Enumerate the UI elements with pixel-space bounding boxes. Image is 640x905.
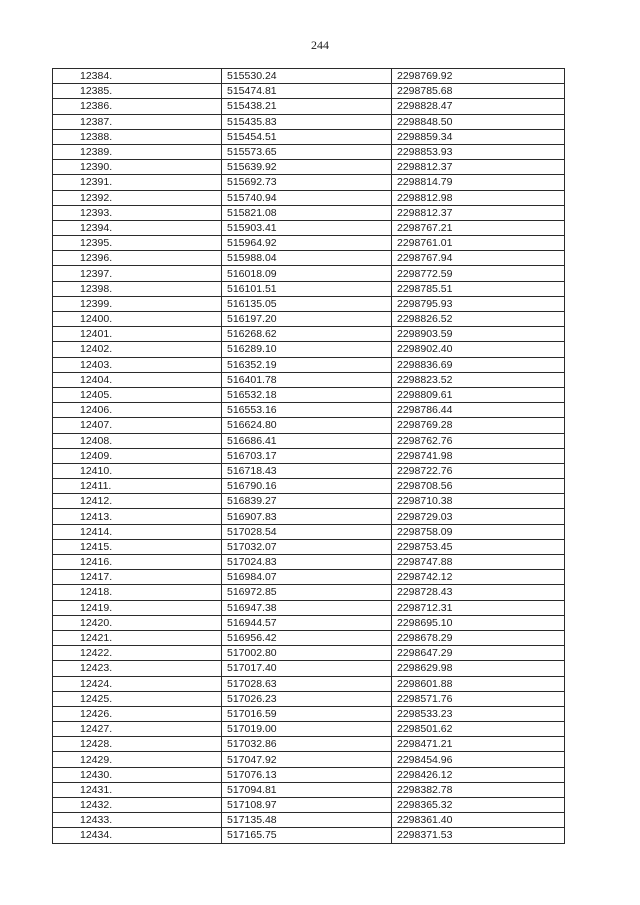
x-coordinate-cell: 516135.05 <box>222 296 392 311</box>
x-coordinate-cell: 516401.78 <box>222 372 392 387</box>
y-coordinate-cell: 2298812.37 <box>392 205 565 220</box>
y-coordinate-cell: 2298647.29 <box>392 646 565 661</box>
point-number-cell: 12417. <box>53 570 222 585</box>
y-coordinate-cell: 2298762.76 <box>392 433 565 448</box>
point-number-cell: 12422. <box>53 646 222 661</box>
x-coordinate-cell: 515692.73 <box>222 175 392 190</box>
table-row <box>53 539 565 554</box>
x-coordinate-cell: 516947.38 <box>222 600 392 615</box>
table-row <box>53 767 565 782</box>
table-row <box>53 69 565 84</box>
x-coordinate-cell: 516289.10 <box>222 342 392 357</box>
table-row <box>53 555 565 570</box>
x-coordinate-cell: 516686.41 <box>222 433 392 448</box>
x-coordinate-cell: 517094.81 <box>222 782 392 797</box>
point-number-cell: 12428. <box>53 737 222 752</box>
table-row <box>53 403 565 418</box>
x-coordinate-cell: 515740.94 <box>222 190 392 205</box>
point-number-cell: 12397. <box>53 266 222 281</box>
x-coordinate-cell: 517108.97 <box>222 798 392 813</box>
x-coordinate-cell: 516101.51 <box>222 281 392 296</box>
table-row <box>53 570 565 585</box>
point-number-cell: 12424. <box>53 676 222 691</box>
table-row <box>53 813 565 828</box>
y-coordinate-cell: 2298826.52 <box>392 312 565 327</box>
x-coordinate-cell: 516790.16 <box>222 479 392 494</box>
x-coordinate-cell: 517017.40 <box>222 661 392 676</box>
table-row <box>53 433 565 448</box>
point-number-cell: 12404. <box>53 372 222 387</box>
table-row <box>53 494 565 509</box>
x-coordinate-cell: 517047.92 <box>222 752 392 767</box>
point-number-cell: 12407. <box>53 418 222 433</box>
x-coordinate-cell: 515573.65 <box>222 144 392 159</box>
y-coordinate-cell: 2298769.92 <box>392 69 565 84</box>
y-coordinate-cell: 2298365.32 <box>392 798 565 813</box>
point-number-cell: 12385. <box>53 84 222 99</box>
point-number-cell: 12399. <box>53 296 222 311</box>
table-row <box>53 798 565 813</box>
table-row <box>53 190 565 205</box>
point-number-cell: 12387. <box>53 114 222 129</box>
x-coordinate-cell: 517135.48 <box>222 813 392 828</box>
y-coordinate-cell: 2298722.76 <box>392 463 565 478</box>
y-coordinate-cell: 2298772.59 <box>392 266 565 281</box>
table-row <box>53 357 565 372</box>
x-coordinate-cell: 517032.07 <box>222 539 392 554</box>
table-row <box>53 722 565 737</box>
x-coordinate-cell: 517002.80 <box>222 646 392 661</box>
point-number-cell: 12429. <box>53 752 222 767</box>
point-number-cell: 12412. <box>53 494 222 509</box>
point-number-cell: 12410. <box>53 463 222 478</box>
x-coordinate-cell: 516197.20 <box>222 312 392 327</box>
y-coordinate-cell: 2298814.79 <box>392 175 565 190</box>
x-coordinate-cell: 516984.07 <box>222 570 392 585</box>
table-row <box>53 418 565 433</box>
y-coordinate-cell: 2298747.88 <box>392 555 565 570</box>
point-number-cell: 12427. <box>53 722 222 737</box>
point-number-cell: 12396. <box>53 251 222 266</box>
table-row <box>53 114 565 129</box>
table-row <box>53 296 565 311</box>
table-row <box>53 509 565 524</box>
table-row <box>53 372 565 387</box>
point-number-cell: 12419. <box>53 600 222 615</box>
y-coordinate-cell: 2298728.43 <box>392 585 565 600</box>
point-number-cell: 12426. <box>53 706 222 721</box>
y-coordinate-cell: 2298678.29 <box>392 630 565 645</box>
table-row <box>53 706 565 721</box>
x-coordinate-cell: 515821.08 <box>222 205 392 220</box>
point-number-cell: 12414. <box>53 524 222 539</box>
y-coordinate-cell: 2298786.44 <box>392 403 565 418</box>
table-row <box>53 782 565 797</box>
x-coordinate-cell: 517024.83 <box>222 555 392 570</box>
y-coordinate-cell: 2298710.38 <box>392 494 565 509</box>
y-coordinate-cell: 2298426.12 <box>392 767 565 782</box>
table-row <box>53 220 565 235</box>
point-number-cell: 12400. <box>53 312 222 327</box>
x-coordinate-cell: 516907.83 <box>222 509 392 524</box>
y-coordinate-cell: 2298903.59 <box>392 327 565 342</box>
y-coordinate-cell: 2298742.12 <box>392 570 565 585</box>
y-coordinate-cell: 2298853.93 <box>392 144 565 159</box>
x-coordinate-cell: 516972.85 <box>222 585 392 600</box>
point-number-cell: 12408. <box>53 433 222 448</box>
x-coordinate-cell: 516839.27 <box>222 494 392 509</box>
y-coordinate-cell: 2298767.21 <box>392 220 565 235</box>
x-coordinate-cell: 515903.41 <box>222 220 392 235</box>
y-coordinate-cell: 2298836.69 <box>392 357 565 372</box>
point-number-cell: 12402. <box>53 342 222 357</box>
y-coordinate-cell: 2298812.98 <box>392 190 565 205</box>
table-row <box>53 661 565 676</box>
table-row <box>53 752 565 767</box>
table-row <box>53 828 565 843</box>
table-row <box>53 646 565 661</box>
x-coordinate-cell: 516352.19 <box>222 357 392 372</box>
y-coordinate-cell: 2298902.40 <box>392 342 565 357</box>
x-coordinate-cell: 516532.18 <box>222 387 392 402</box>
y-coordinate-cell: 2298758.09 <box>392 524 565 539</box>
point-number-cell: 12415. <box>53 539 222 554</box>
point-number-cell: 12432. <box>53 798 222 813</box>
table-row <box>53 691 565 706</box>
x-coordinate-cell: 517026.23 <box>222 691 392 706</box>
table-row <box>53 463 565 478</box>
y-coordinate-cell: 2298785.51 <box>392 281 565 296</box>
y-coordinate-cell: 2298753.45 <box>392 539 565 554</box>
point-number-cell: 12391. <box>53 175 222 190</box>
point-number-cell: 12405. <box>53 387 222 402</box>
point-number-cell: 12389. <box>53 144 222 159</box>
point-number-cell: 12386. <box>53 99 222 114</box>
x-coordinate-cell: 516018.09 <box>222 266 392 281</box>
y-coordinate-cell: 2298501.62 <box>392 722 565 737</box>
table-row <box>53 251 565 266</box>
y-coordinate-cell: 2298708.56 <box>392 479 565 494</box>
table-row <box>53 175 565 190</box>
table-row <box>53 737 565 752</box>
y-coordinate-cell: 2298785.68 <box>392 84 565 99</box>
point-number-cell: 12416. <box>53 555 222 570</box>
table-row <box>53 144 565 159</box>
point-number-cell: 12413. <box>53 509 222 524</box>
x-coordinate-cell: 515988.04 <box>222 251 392 266</box>
y-coordinate-cell: 2298761.01 <box>392 236 565 251</box>
y-coordinate-cell: 2298361.40 <box>392 813 565 828</box>
y-coordinate-cell: 2298371.53 <box>392 828 565 843</box>
x-coordinate-cell: 515474.81 <box>222 84 392 99</box>
y-coordinate-cell: 2298809.61 <box>392 387 565 402</box>
point-number-cell: 12390. <box>53 160 222 175</box>
table-row <box>53 236 565 251</box>
x-coordinate-cell: 515639.92 <box>222 160 392 175</box>
point-number-cell: 12388. <box>53 129 222 144</box>
x-coordinate-cell: 516703.17 <box>222 448 392 463</box>
y-coordinate-cell: 2298848.50 <box>392 114 565 129</box>
point-number-cell: 12431. <box>53 782 222 797</box>
point-number-cell: 12434. <box>53 828 222 843</box>
point-number-cell: 12394. <box>53 220 222 235</box>
table-row <box>53 600 565 615</box>
table-row <box>53 387 565 402</box>
y-coordinate-cell: 2298601.88 <box>392 676 565 691</box>
x-coordinate-cell: 515454.51 <box>222 129 392 144</box>
point-number-cell: 12395. <box>53 236 222 251</box>
x-coordinate-cell: 517028.63 <box>222 676 392 691</box>
point-number-cell: 12420. <box>53 615 222 630</box>
y-coordinate-cell: 2298741.98 <box>392 448 565 463</box>
page-number: 244 <box>311 38 329 52</box>
point-number-cell: 12393. <box>53 205 222 220</box>
x-coordinate-cell: 517076.13 <box>222 767 392 782</box>
y-coordinate-cell: 2298859.34 <box>392 129 565 144</box>
y-coordinate-cell: 2298533.23 <box>392 706 565 721</box>
x-coordinate-cell: 516553.16 <box>222 403 392 418</box>
point-number-cell: 12423. <box>53 661 222 676</box>
x-coordinate-cell: 515438.21 <box>222 99 392 114</box>
table-row <box>53 615 565 630</box>
y-coordinate-cell: 2298795.93 <box>392 296 565 311</box>
x-coordinate-cell: 517165.75 <box>222 828 392 843</box>
x-coordinate-cell: 517016.59 <box>222 706 392 721</box>
x-coordinate-cell: 517019.00 <box>222 722 392 737</box>
y-coordinate-cell: 2298812.37 <box>392 160 565 175</box>
table-row <box>53 312 565 327</box>
x-coordinate-cell: 515530.24 <box>222 69 392 84</box>
y-coordinate-cell: 2298471.21 <box>392 737 565 752</box>
y-coordinate-cell: 2298695.10 <box>392 615 565 630</box>
table-row <box>53 585 565 600</box>
table-row <box>53 281 565 296</box>
x-coordinate-cell: 515964.92 <box>222 236 392 251</box>
point-number-cell: 12406. <box>53 403 222 418</box>
table-row <box>53 448 565 463</box>
point-number-cell: 12411. <box>53 479 222 494</box>
point-number-cell: 12403. <box>53 357 222 372</box>
table-row <box>53 205 565 220</box>
y-coordinate-cell: 2298454.96 <box>392 752 565 767</box>
point-number-cell: 12433. <box>53 813 222 828</box>
table-row <box>53 160 565 175</box>
y-coordinate-cell: 2298767.94 <box>392 251 565 266</box>
table-row <box>53 99 565 114</box>
x-coordinate-cell: 516624.80 <box>222 418 392 433</box>
x-coordinate-cell: 515435.83 <box>222 114 392 129</box>
coordinates-table-body <box>53 69 565 844</box>
x-coordinate-cell: 517028.54 <box>222 524 392 539</box>
table-row <box>53 266 565 281</box>
point-number-cell: 12384. <box>53 69 222 84</box>
point-number-cell: 12418. <box>53 585 222 600</box>
point-number-cell: 12421. <box>53 630 222 645</box>
x-coordinate-cell: 516268.62 <box>222 327 392 342</box>
x-coordinate-cell: 516956.42 <box>222 630 392 645</box>
x-coordinate-cell: 516718.43 <box>222 463 392 478</box>
table-row <box>53 479 565 494</box>
y-coordinate-cell: 2298823.52 <box>392 372 565 387</box>
y-coordinate-cell: 2298629.98 <box>392 661 565 676</box>
y-coordinate-cell: 2298571.76 <box>392 691 565 706</box>
table-row <box>53 342 565 357</box>
y-coordinate-cell: 2298828.47 <box>392 99 565 114</box>
x-coordinate-cell: 517032.86 <box>222 737 392 752</box>
y-coordinate-cell: 2298382.78 <box>392 782 565 797</box>
y-coordinate-cell: 2298769.28 <box>392 418 565 433</box>
x-coordinate-cell: 516944.57 <box>222 615 392 630</box>
table-row <box>53 129 565 144</box>
point-number-cell: 12401. <box>53 327 222 342</box>
table-row <box>53 630 565 645</box>
point-number-cell: 12425. <box>53 691 222 706</box>
point-number-cell: 12409. <box>53 448 222 463</box>
point-number-cell: 12430. <box>53 767 222 782</box>
table-row <box>53 524 565 539</box>
y-coordinate-cell: 2298729.03 <box>392 509 565 524</box>
table-row <box>53 84 565 99</box>
table-row <box>53 676 565 691</box>
point-number-cell: 12392. <box>53 190 222 205</box>
point-number-cell: 12398. <box>53 281 222 296</box>
table-row <box>53 327 565 342</box>
coordinates-table <box>52 68 565 844</box>
y-coordinate-cell: 2298712.31 <box>392 600 565 615</box>
